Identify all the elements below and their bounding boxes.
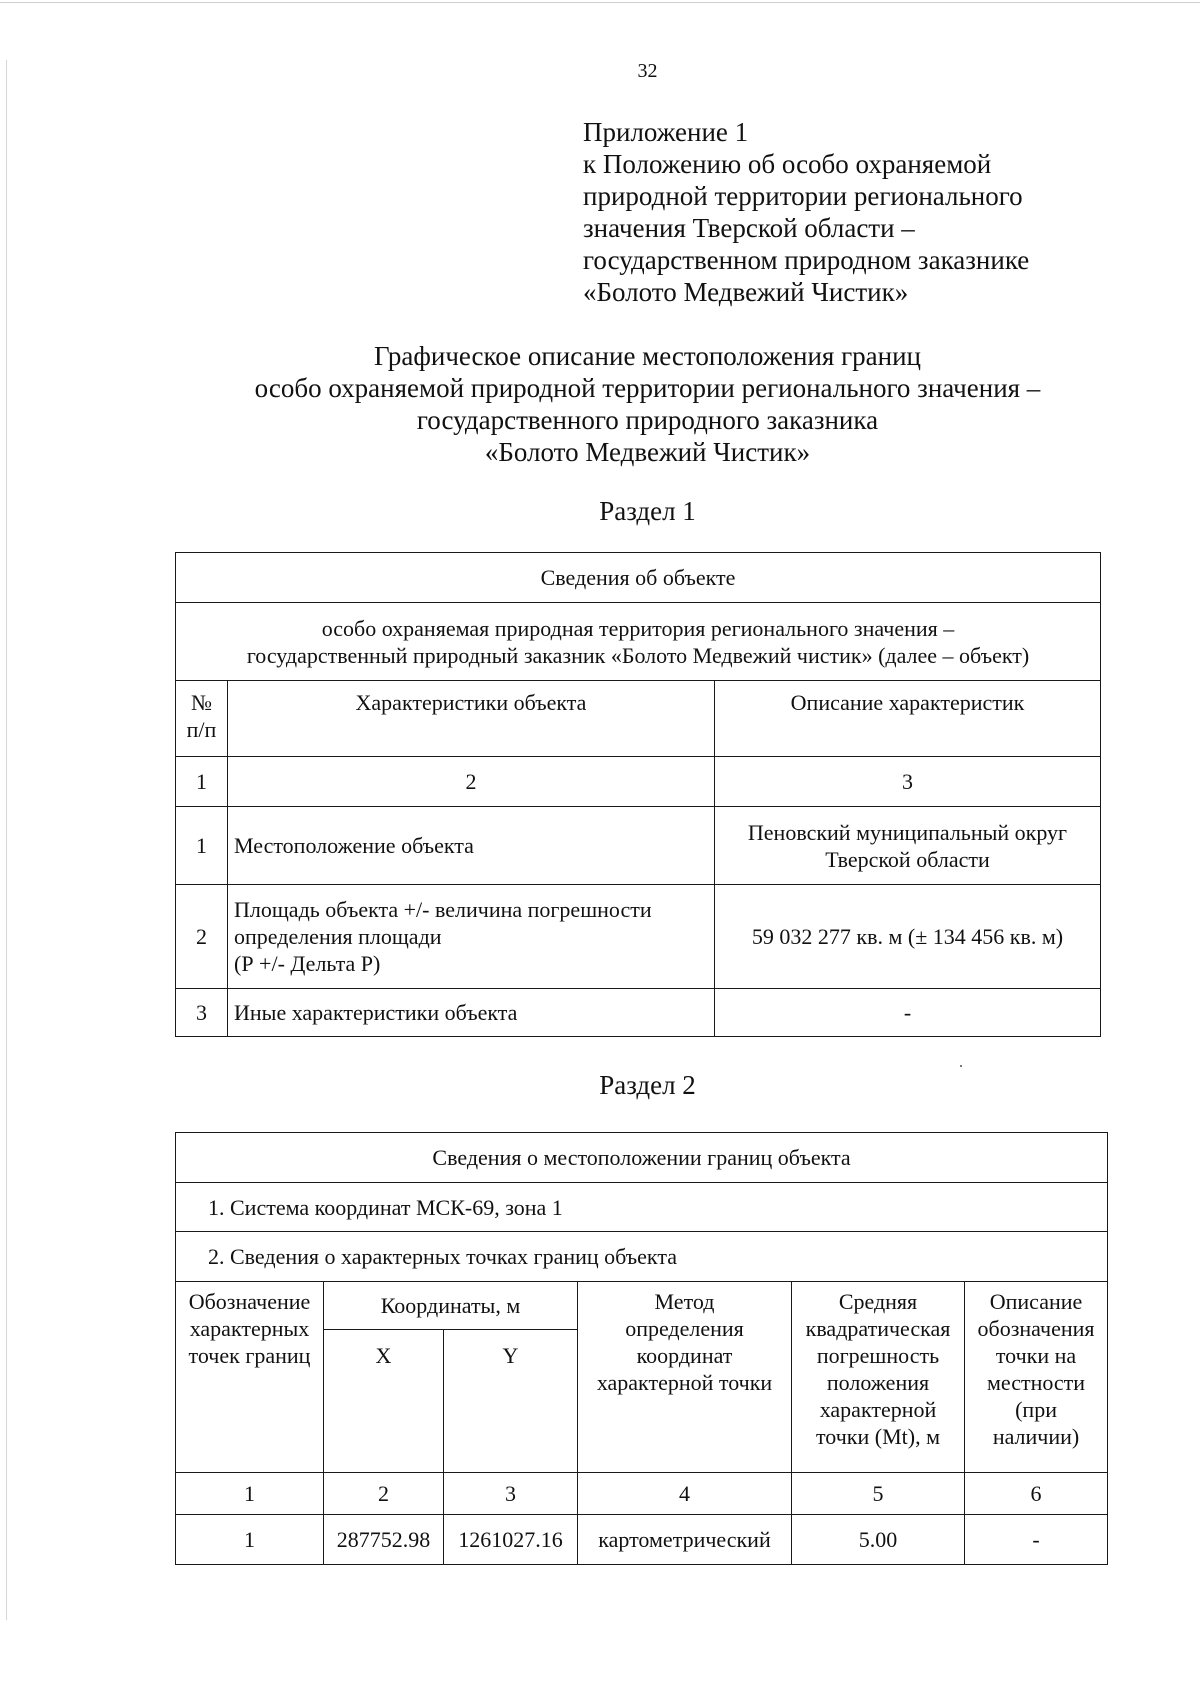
point-id: 1 <box>176 1515 324 1565</box>
boundary-points-table <box>175 1132 1108 1565</box>
row-number: 3 <box>176 989 228 1037</box>
header-line: квадратическая <box>805 1316 951 1341</box>
row-characteristic-line: Площадь объекта +/- величина погрешности <box>234 897 652 922</box>
header-line: Описание <box>989 1289 1083 1314</box>
row-number: 1 <box>176 807 228 885</box>
page-number: 32 <box>637 60 658 82</box>
row-characteristic: Местоположение объекта <box>228 807 715 885</box>
row-characteristic: Иные характеристики объекта <box>228 989 715 1037</box>
row-description: 59 032 277 кв. м (± 134 456 кв. м) <box>715 885 1101 989</box>
coordinate-system: 1. Система координат МСК-69, зона 1 <box>176 1183 1108 1232</box>
row-description: - <box>715 989 1101 1037</box>
header-line: местности <box>986 1370 1086 1395</box>
scan-speck <box>960 1065 962 1067</box>
index-cell: 2 <box>228 757 715 807</box>
table-row <box>176 885 1101 989</box>
header-error <box>792 1282 965 1473</box>
scan-edge-left <box>6 60 7 1620</box>
col-header-description: Описание характеристик <box>715 681 1101 757</box>
header-coordinates: Координаты, м <box>324 1282 578 1330</box>
header-line: Метод <box>654 1289 715 1314</box>
row-characteristic <box>228 885 715 989</box>
object-info-table <box>175 552 1101 1037</box>
index-cell: 4 <box>578 1473 792 1515</box>
point-x: 287752.98 <box>324 1515 444 1565</box>
col-header-number-line: п/п <box>186 717 217 742</box>
header-line: обозначения <box>977 1316 1095 1341</box>
header-method <box>578 1282 792 1473</box>
header-line: (при <box>1015 1397 1057 1422</box>
section-1-heading: Раздел 1 <box>599 496 696 526</box>
row-description-line: Тверской области <box>825 846 990 872</box>
appendix-header <box>583 116 1029 308</box>
header-y: Y <box>444 1330 578 1473</box>
index-cell: 3 <box>715 757 1101 807</box>
point-y: 1261027.16 <box>444 1515 578 1565</box>
index-cell: 1 <box>176 757 228 807</box>
point-location: - <box>965 1515 1108 1565</box>
section-2-heading: Раздел 2 <box>599 1070 696 1100</box>
title-line: особо охраняемой природной территории регионального значения – <box>254 373 1041 403</box>
object-name-line: особо охраняемая природная территория регионального значения – <box>321 615 955 641</box>
table-row <box>176 807 1101 885</box>
appendix-line: государственном природном заказнике <box>583 245 1030 275</box>
point-method: картометрический <box>578 1515 792 1565</box>
index-cell: 5 <box>792 1473 965 1515</box>
col-header-number-line: № <box>191 690 212 715</box>
col-header-characteristics: Характеристики объекта <box>228 681 715 757</box>
appendix-line: «Болото Медвежий Чистик» <box>583 277 909 307</box>
header-line: точки на <box>995 1343 1077 1368</box>
header-line: Обозначение <box>188 1289 311 1314</box>
table-row <box>176 989 1101 1037</box>
index-cell: 6 <box>965 1473 1108 1515</box>
row-number: 2 <box>176 885 228 989</box>
boundary-table-title: Сведения о местоположении границ объекта <box>176 1133 1108 1183</box>
row-description <box>715 807 1101 885</box>
header-x: X <box>324 1330 444 1473</box>
title-line: Графическое описание местоположения границ <box>373 341 921 371</box>
header-designation <box>176 1282 324 1473</box>
header-line: характерной <box>819 1397 937 1422</box>
point-error: 5.00 <box>792 1515 965 1565</box>
row-characteristic-line: определения площади <box>234 924 442 949</box>
header-location <box>965 1282 1108 1473</box>
appendix-line: природной территории регионального <box>583 181 1023 211</box>
header-line: точки (Mt), м <box>815 1424 941 1449</box>
col-header-number <box>176 681 228 757</box>
header-line: положения <box>826 1370 930 1395</box>
index-cell: 3 <box>444 1473 578 1515</box>
appendix-line: Приложение 1 <box>583 117 749 147</box>
appendix-line: значения Тверской области – <box>583 213 915 243</box>
header-line: Средняя <box>838 1289 918 1314</box>
title-line: государственного природного заказника <box>416 405 879 435</box>
document-title <box>0 340 1200 468</box>
header-line: определения <box>625 1316 744 1341</box>
header-line: характерной точки <box>596 1370 773 1395</box>
object-table-title: Сведения об объекте <box>176 553 1101 603</box>
appendix-line: к Положению об особо охраняемой <box>583 149 992 179</box>
row-description-line: Пеновский муниципальный округ <box>747 819 1068 845</box>
object-name-cell <box>176 603 1101 681</box>
points-info: 2. Сведения о характерных точках границ объекта <box>176 1232 1108 1282</box>
title-line: «Болото Медвежий Чистик» <box>484 437 811 467</box>
header-line: наличии) <box>992 1424 1080 1449</box>
index-cell: 2 <box>324 1473 444 1515</box>
table-row <box>176 1515 1108 1565</box>
scan-edge-top <box>0 2 1200 3</box>
header-line: характерных <box>189 1316 310 1341</box>
index-cell: 1 <box>176 1473 324 1515</box>
header-line: точек границ <box>188 1343 311 1368</box>
header-line: погрешность <box>816 1343 940 1368</box>
header-line: координат <box>636 1343 733 1368</box>
row-characteristic-line: (Р +/- Дельта Р) <box>234 951 381 976</box>
object-name-line: государственный природный заказник «Болото Медвежий чистик» (далее – объект) <box>246 642 1030 668</box>
